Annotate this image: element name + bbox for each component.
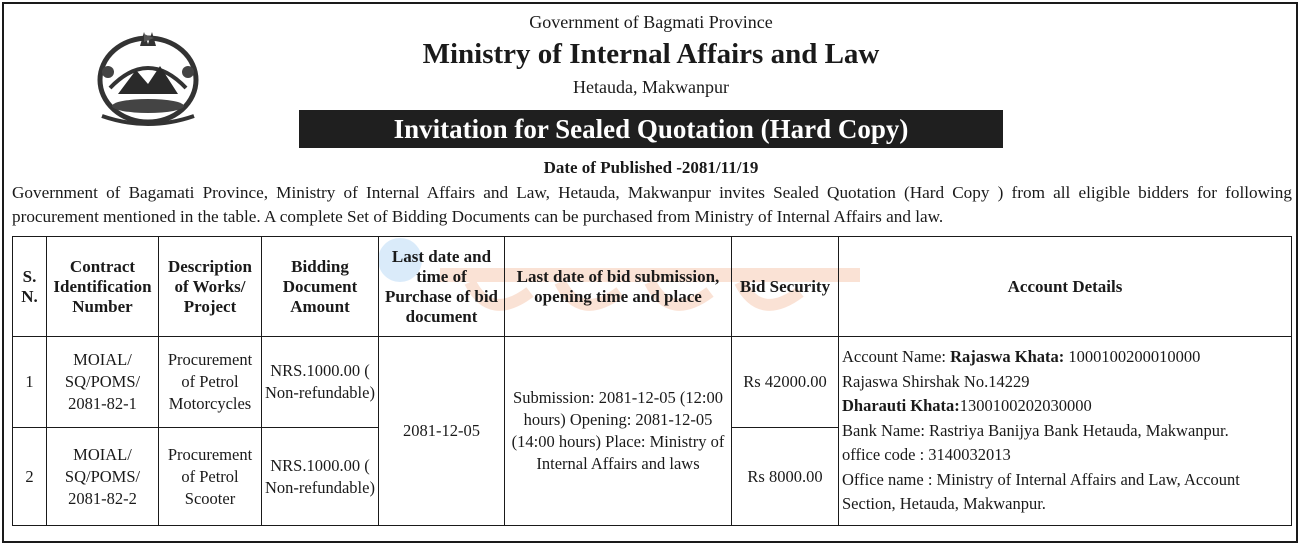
- cell-doc-amount: NRS.1000.00 ( Non-refundable): [262, 428, 379, 526]
- office-code: office code : 3140032013: [842, 445, 1011, 465]
- cell-sn: 2: [13, 428, 47, 526]
- cell-bid-security: Rs 8000.00: [732, 428, 839, 526]
- header-last-submission: Last date of bid submission, opening time and place: [505, 237, 732, 337]
- office-name: Office name : Ministry of Internal Affairs and Law, Account Section, Hetauda, Makwanpur.: [842, 469, 1240, 514]
- dharauti-number: 1300100202030000: [959, 396, 1092, 416]
- cell-contract-id: MOIAL/ SQ/POMS/ 2081-82-2: [47, 428, 159, 526]
- rajaswa-label: Rajaswa Khata:: [950, 347, 1065, 367]
- header-doc-amount: Bidding Document Amount: [262, 237, 379, 337]
- cell-last-purchase: 2081-12-05: [379, 337, 505, 526]
- header-account: Account Details: [839, 237, 1292, 337]
- cell-account-details: [839, 337, 1292, 526]
- table-header-row: [13, 237, 1292, 337]
- header-contract-id: Contract Identification Number: [47, 237, 159, 337]
- account-name-label: Account Name:: [842, 347, 951, 367]
- published-date: Date of Published -2081/11/19: [543, 158, 759, 177]
- rajaswa-shirshak: Rajaswa Shirshak No.14229: [842, 371, 1030, 391]
- header-sn: S. N.: [13, 237, 47, 337]
- intro-paragraph: Government of Bagamati Province, Ministry of Internal Affairs and Law, Hetauda, Makwanpur invites Sealed Quotation (Hard Copy ) from all eligible bidders for following procurement mentioned in the table. A complete Set of Bidding Documents can be purchased from Ministry of Internal Affairs and law.: [12, 183, 1292, 226]
- quotation-table: [12, 236, 1292, 526]
- table-row: [13, 337, 1292, 428]
- header-description: Description of Works/ Project: [159, 237, 262, 337]
- cell-sn: 1: [13, 337, 47, 428]
- dharauti-line: [842, 394, 1288, 419]
- government-line: Government of Bagmati Province: [529, 12, 773, 32]
- ministry-address: Hetauda, Makwanpur: [573, 77, 729, 97]
- ministry-title: Ministry of Internal Affairs and Law: [422, 38, 880, 70]
- cell-contract-id: MOIAL/ SQ/POMS/ 2081-82-1: [47, 337, 159, 428]
- notice-banner: Invitation for Sealed Quotation (Hard Copy): [299, 110, 1003, 148]
- cell-doc-amount: NRS.1000.00 ( Non-refundable): [262, 337, 379, 428]
- cell-bid-security: Rs 42000.00: [732, 337, 839, 428]
- bank-name: Bank Name: Rastriya Banijya Bank Hetauda, Makwanpur.: [842, 420, 1229, 440]
- rajaswa-number: 1000100200010000: [1064, 347, 1201, 367]
- header-bid-security: Bid Security: [732, 237, 839, 337]
- cell-description: Procurement of Petrol Scooter: [159, 428, 262, 526]
- cell-description: Procurement of Petrol Motorcycles: [159, 337, 262, 428]
- dharauti-label: Dharauti Khata:: [842, 396, 960, 416]
- header-last-purchase: Last date and time of Purchase of bid document: [379, 237, 505, 337]
- cell-submission: Submission: 2081-12-05 (12:00 hours) Opening: 2081-12-05 (14:00 hours) Place: Ministry of Internal Affairs and laws: [505, 337, 732, 526]
- account-name-line: [842, 345, 1288, 370]
